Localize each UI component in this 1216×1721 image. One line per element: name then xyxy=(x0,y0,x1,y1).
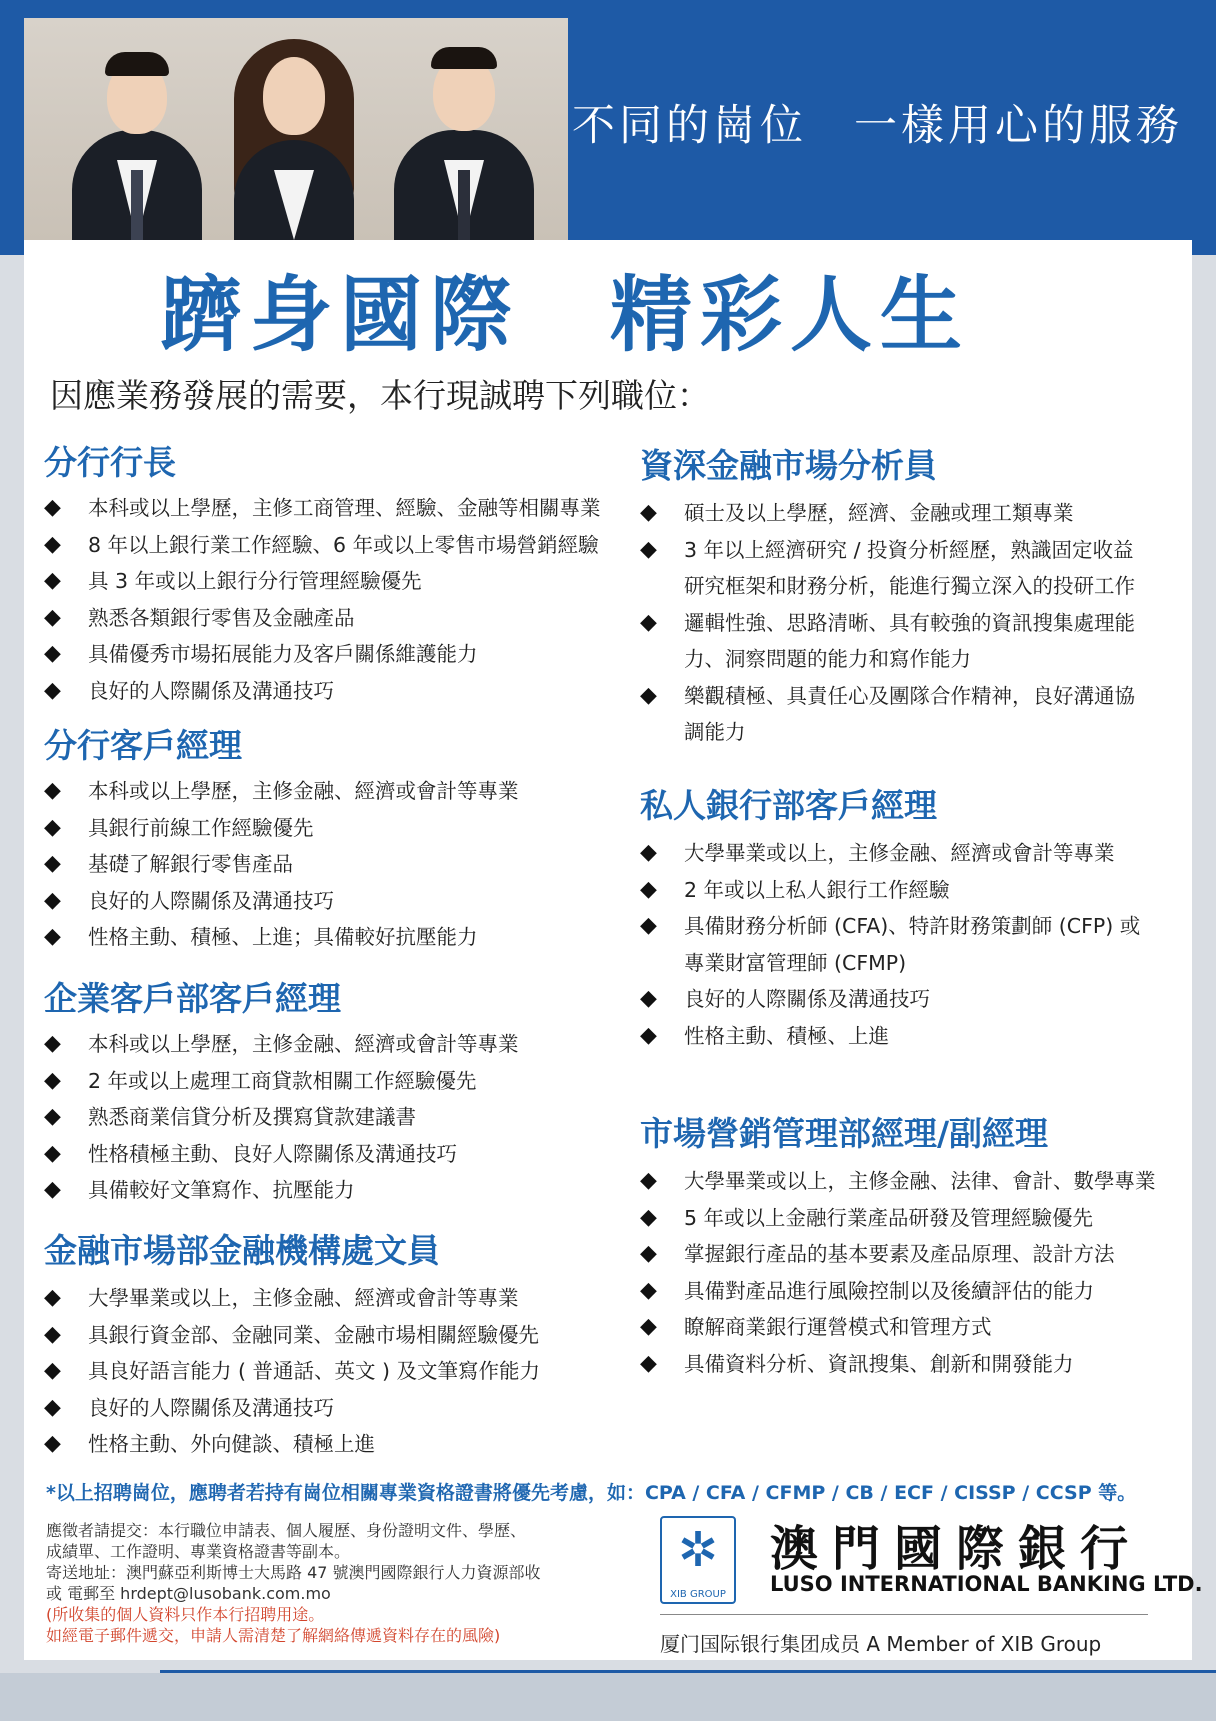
list-item: ◆ 掌握銀行產品的基本要素及產品原理、設計方法 xyxy=(640,1236,1156,1273)
list-item: ◆ 本科或以上學歷，主修金融、經濟或會計等專業 xyxy=(44,1026,519,1063)
requirements-list xyxy=(44,1280,540,1463)
list-item: ◆ 本科或以上學歷，主修金融、經濟或會計等專業 xyxy=(44,773,519,810)
list-item: ◆ 2 年或以上私人銀行工作經驗 xyxy=(640,872,1140,909)
list-item: ◆ 熟悉各類銀行零售及金融產品 xyxy=(44,600,601,637)
requirements-list xyxy=(640,835,1140,1054)
job-title: 市場營銷管理部經理/副經理 xyxy=(640,1114,1049,1153)
list-item: ◆ 良好的人際關係及溝通技巧 xyxy=(44,673,601,710)
list-item: ◆ 邏輯性強、思路清晰、具有較強的資訊搜集處理能 力、洞察問題的能力和寫作能力 xyxy=(640,605,1135,678)
certification-note: *以上招聘崗位，應聘者若持有崗位相關專業資格證書將優先考慮，如：CPA / CFA / CFMP / CB / ECF / CISSP / CCSP 等。 xyxy=(46,1482,1137,1504)
list-item: ◆ 具備資料分析、資訊搜集、創新和開發能力 xyxy=(640,1346,1156,1383)
list-item: ◆ 本科或以上學歷，主修工商管理、經驗、金融等相關專業 xyxy=(44,490,601,527)
apply-address: 寄送地址：澳門蘇亞利斯博士大馬路 47 號澳門國際銀行人力資源部收 xyxy=(46,1563,541,1582)
requirements-list xyxy=(640,1163,1156,1382)
list-item: ◆ 良好的人際關係及溝通技巧 xyxy=(640,981,1140,1018)
list-item: ◆ 良好的人際關係及溝通技巧 xyxy=(44,883,519,920)
job-financial-institution-clerk xyxy=(44,1225,540,1463)
job-title: 金融市場部金融機構處文員 xyxy=(44,1231,440,1270)
application-info xyxy=(46,1520,541,1646)
bank-name-zh: 澳門國際銀行 xyxy=(770,1521,1143,1577)
job-senior-market-analyst xyxy=(640,440,1135,751)
list-item: ◆ 良好的人際關係及溝通技巧 xyxy=(44,1390,540,1427)
job-title: 企業客戶部客戶經理 xyxy=(44,979,341,1018)
list-item: ◆ 基礎了解銀行零售產品 xyxy=(44,846,519,883)
list-item: ◆ 性格主動、積極、上進 xyxy=(640,1018,1140,1055)
list-item: ◆ 大學畢業或以上，主修金融、經濟或會計等專業 xyxy=(640,835,1140,872)
person-left xyxy=(72,50,202,240)
job-marketing-manager xyxy=(640,1108,1156,1382)
list-item: ◆ 具銀行資金部、金融同業、金融市場相關經驗優先 xyxy=(44,1317,540,1354)
list-item: ◆ 5 年或以上金融行業產品研發及管理經驗優先 xyxy=(640,1200,1156,1237)
job-title: 分行行長 xyxy=(44,443,176,482)
xib-logo-icon xyxy=(660,1516,736,1604)
list-item: ◆ 樂觀積極、具責任心及團隊合作精神，良好溝通協 調能力 xyxy=(640,678,1135,751)
bank-name-en: LUSO INTERNATIONAL BANKING LTD. xyxy=(770,1572,1203,1596)
list-item: ◆ 具 3 年或以上銀行分行管理經驗優先 xyxy=(44,563,601,600)
job-title: 私人銀行部客戶經理 xyxy=(640,786,937,825)
logo-tag: XIB GROUP xyxy=(670,1589,726,1600)
list-item: ◆ 2 年或以上處理工商貸款相關工作經驗優先 xyxy=(44,1063,519,1100)
bottom-band xyxy=(0,1673,1216,1721)
list-item: ◆ 瞭解商業銀行運營模式和管理方式 xyxy=(640,1309,1156,1346)
job-branch-account-manager xyxy=(44,720,519,956)
apply-line: 應徵者請提交：本行職位申請表、個人履歷、身份證明文件、學歷、 xyxy=(46,1521,527,1540)
apply-line: 成績單、工作證明、專業資格證書等副本。 xyxy=(46,1542,351,1561)
requirements-list xyxy=(44,490,601,709)
list-item: ◆ 具良好語言能力 ( 普通話、英文 ) 及文筆寫作能力 xyxy=(44,1353,540,1390)
slogan: 不同的崗位 一樣用心的服務 xyxy=(572,101,1183,151)
job-corporate-account-manager xyxy=(44,973,519,1209)
person-right xyxy=(394,45,534,240)
list-item: ◆ 碩士及以上學歷，經濟、金融或理工類專業 xyxy=(640,495,1135,532)
list-item: ◆ 大學畢業或以上，主修金融、經濟或會計等專業 xyxy=(44,1280,540,1317)
job-title: 資深金融市場分析員 xyxy=(640,446,937,485)
headline: 躋身國際 精彩人生 xyxy=(160,267,971,363)
list-item: ◆ 熟悉商業信貸分析及撰寫貸款建議書 xyxy=(44,1099,519,1136)
list-item: ◆ 性格主動、積極、上進；具備較好抗壓能力 xyxy=(44,919,519,956)
privacy-note: 如經電子郵件遞交，申請人需清楚了解網絡傳遞資料存在的風險) xyxy=(46,1626,501,1645)
job-private-banking-manager xyxy=(640,780,1140,1054)
list-item: ◆ 性格積極主動、良好人際關係及溝通技巧 xyxy=(44,1136,519,1173)
logo-mark: ✲ xyxy=(677,1522,719,1578)
list-item: ◆ 性格主動、外向健談、積極上進 xyxy=(44,1426,540,1463)
privacy-note: (所收集的個人資料只作本行招聘用途。 xyxy=(46,1605,325,1624)
list-item: ◆ 具備對產品進行風險控制以及後續評估的能力 xyxy=(640,1273,1156,1310)
staff-photo xyxy=(24,18,568,240)
list-item: ◆ 具備財務分析師 (CFA)、特許財務策劃師 (CFP) 或 專業財富管理師 (CFMP) xyxy=(640,908,1140,981)
list-item: ◆ 大學畢業或以上，主修金融、法律、會計、數學專業 xyxy=(640,1163,1156,1200)
group-member-text: 厦门国际银行集团成员 A Member of XIB Group xyxy=(660,1632,1102,1656)
divider xyxy=(660,1614,1148,1615)
requirements-list xyxy=(640,495,1135,751)
list-item: ◆ 8 年以上銀行業工作經驗、6 年或以上零售市場營銷經驗 xyxy=(44,527,601,564)
person-center xyxy=(214,35,374,240)
requirements-list xyxy=(44,1026,519,1209)
list-item: ◆ 具銀行前線工作經驗優先 xyxy=(44,810,519,847)
list-item: ◆ 3 年以上經濟研究 / 投資分析經歷，熟識固定收益 研究框架和財務分析，能進行獨立深入的投研工作 xyxy=(640,532,1135,605)
apply-email: 或 電郵至 hrdept@lusobank.com.mo xyxy=(46,1584,331,1603)
job-title: 分行客戶經理 xyxy=(44,726,242,765)
list-item: ◆ 具備較好文筆寫作、抗壓能力 xyxy=(44,1172,519,1209)
job-branch-manager xyxy=(44,437,601,709)
intro-text: 因應業務發展的需要，本行現誠聘下列職位： xyxy=(50,376,710,415)
requirements-list xyxy=(44,773,519,956)
list-item: ◆ 具備優秀市場拓展能力及客戶關係維護能力 xyxy=(44,636,601,673)
